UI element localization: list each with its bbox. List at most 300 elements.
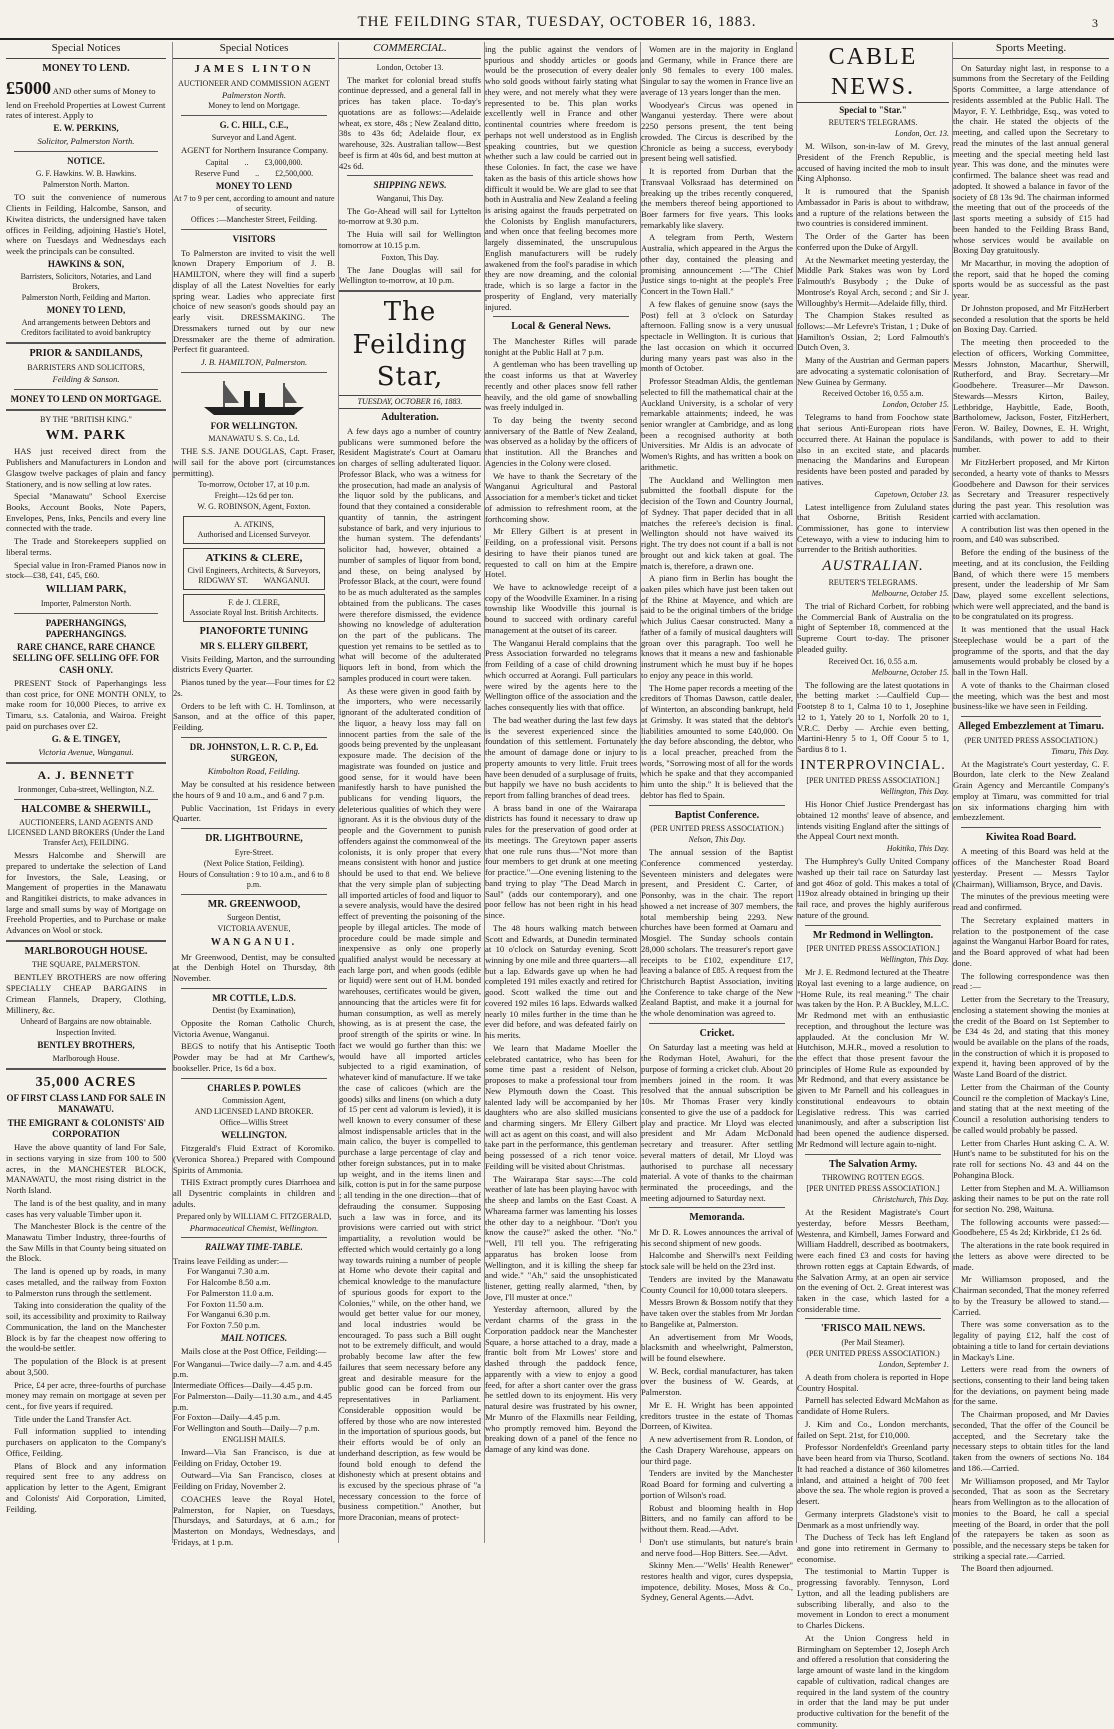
article-text: The Jane Douglas will sail for Wellington to-morrow, at 10 p.m.: [339, 264, 481, 286]
divider: [649, 1023, 785, 1024]
ad-text: Inward—Via San Francisco, is due at Feilding on Friday, October 19.: [173, 1446, 335, 1468]
ad-text: The land is opened up by roads, in many cases metalled, and the railway from Foxton to Palmerston runs through the settlement.: [6, 1266, 166, 1298]
ad-name: F. de J. CLERE,: [228, 598, 280, 607]
atkins-clere-ad: [183, 548, 325, 590]
ad-name: WILLIAM PARK,: [45, 584, 127, 596]
section-heading: ENGLISH MAILS.: [222, 1434, 286, 1444]
ad-name: MANAWATU S. S. Co., Ld.: [208, 434, 300, 444]
ad-text: Offices :—Manchester Street, Feilding.: [190, 215, 318, 225]
press-association: [PER UNITED PRESS ASSOCIATION.]: [806, 944, 940, 954]
ad-heading: 35,000 ACRES: [35, 1074, 137, 1090]
list-item: For Foxton 7.50 p.m.: [187, 1319, 261, 1330]
news-item: A death from cholera is reported in Hope Country Hospital.: [797, 1371, 949, 1393]
ad-text: Pianos tuned by the year—Four times for £2 2s.: [173, 677, 335, 698]
rail-list: [173, 1266, 335, 1330]
article-title: Adulteration.: [381, 411, 439, 423]
news-item: The Order of the Garter has been conferred upon the Duke of Argyll.: [797, 231, 949, 252]
news-item: We have to thank the Secretary of the Wanganui Agricultural and Pastoral Association for a member's ticket and ticket of admission to refreshment room, at the forthcoming show.: [485, 470, 637, 524]
ad-name: A. ATKINS,: [234, 520, 274, 530]
ad-text: WANGANUI.: [210, 937, 298, 949]
newspaper-flag: The Feilding Star,: [352, 297, 468, 393]
ad-name: DR. LIGHTBOURNE,: [205, 833, 303, 845]
divider: [6, 762, 166, 764]
ad-text: THIS Extract promptly cures Diarrhoea and all Dysentric complaints in children and adults.: [173, 1177, 335, 1209]
divider: [181, 737, 327, 738]
ad-text: Commission Agent,: [222, 1095, 286, 1105]
news-item: A telegram from Perth, Western Australia, which appeared in the Argus the other day, contained the pleasing and promising announcement :—"The Chief Justice sings to-night at the people's Free Concert in the Town Hall.": [641, 232, 793, 297]
masthead: [0, 0, 1114, 40]
ad-name: DR. JOHNSTON, L. R. C. P., Ed. SURGEON,: [189, 741, 319, 764]
local-news: [485, 336, 637, 1455]
ad-heading: OF FIRST CLASS LAND FOR SALE IN MANAWATU.: [6, 1093, 166, 1115]
article-text: Letter from the Chairman of the County Council re the completion of Mackay's Line, and stating that at the next meeting of the Council a resolution authorising tenders to be called would probably be passed.: [953, 1081, 1109, 1135]
article-text: At the Magistrate's Court yesterday, C. F. Bourdon, late clerk to the New Zealand Grain Agency and Mercantile Company's employ at Timaru, was committed for trial on six informations charging him with embezzlement.: [953, 758, 1109, 823]
article-text: Letters were read from the owners of sections, consenting to their land being taken for the deviations, on payment being made for the same.: [953, 1364, 1109, 1407]
column-1: [6, 42, 166, 1543]
press-association: (PER UNITED PRESS ASSOCIATION.): [964, 735, 1098, 745]
article-text: The market for colonial bread stuffs continue depressed, and a general fall in prices has taken place. To-day's quotations are as follows:—Adelaide wheat, ex store, 48s ; New Zealand ditto, 38s to 43s 6d; Adelaide flour, ex warehouse, 32s. Australian tallow—Best beef is firm at 40s 6d, and best mutton at 42s 6d.: [339, 74, 481, 171]
page-number: 3: [1092, 16, 1098, 30]
divider: [181, 115, 327, 116]
list-item: For Wanganui—Twice daily—7 a.m. and 4.45 p.m.: [173, 1358, 332, 1380]
divider: [181, 988, 327, 989]
ad-heading: VISITORS: [232, 234, 276, 245]
column-header: Special Notices: [173, 42, 335, 59]
ad-text: Barristers, Solicitors, Notaries, and Land Brokers,: [20, 272, 152, 292]
ad-text: Trains leave Feilding as under:—: [173, 1255, 288, 1266]
ad-name: E. W. PERKINS,: [53, 123, 119, 134]
ad-text: Palmerston North.: [222, 89, 286, 100]
ad-text: RIDGWAY ST. WANGANUI.: [198, 576, 310, 585]
dateline: Christchurch, This Day.: [872, 1195, 949, 1205]
section-heading: COMMERCIAL.: [339, 42, 481, 59]
news-item: We have to acknowledge receipt of a copy of the Woodville Examiner. In a rising township like Woodville this journal is bound to succeed with ordinary careful management at the outset of its career.: [485, 582, 637, 635]
ad-text: COACHES leave the Royal Hotel, Palmerston, for Napier, on Tuesdays, Thursdays, and Saturdays, at 6 a.m.; for Masterton on Mondays, Wednesdays, and Fridays, at 1 p.m.: [173, 1493, 335, 1547]
section-subheading: Special to "Star.": [839, 105, 907, 115]
news-item: The testimonial to Martin Tupper is progressing favorably. Tennyson, Lord Lytton, and all the leading publishers are subscribing liberally, and also to the movement in London to erect a monument to Charles Dickens.: [797, 1566, 949, 1631]
article-text: Letter from the Secretary to the Treasury, enclosing a statement showing the monies at the credit of the Board on 1st September to be £34 4s 2d, and stating that this money would be available on the plans of the roads, in the construction of which it is proposed to expend it, having been approved of by the Waste Land Board of the district.: [953, 994, 1109, 1080]
clere-ad: [183, 594, 325, 622]
ad-heading: MARLBOROUGH HOUSE.: [24, 945, 148, 957]
divider: [805, 1318, 941, 1319]
press-association: (PER UNITED PRESS ASSOCIATION.): [806, 1348, 940, 1358]
divider: [6, 409, 166, 411]
dateline: London, October 13.: [376, 62, 444, 72]
news-item: A brass band in one of the Wairarapa districts has found it necessary to draw up rules for the preservation of good order at its meetings. The Greytown paper asserts that one rule runs thus—"Not more than four members to get drunk at one meeting for practice."—One evening listening to the band trying to play "The Dead March in Saul" (adds our contemporary), and one poor fellow has not been right in his head since.: [485, 802, 637, 921]
article-text: At the Resident Magistrate's Court yesterday, before Messrs Beetham, Westenra, and Kimbell, James Forward and William Haddrell, described as bootmakers, were each fined £3 and costs for having thrown rotten eggs at Captain Edwards, of the Salvation Army, at an open air service on the evening of Oct. 2. Great interest was taken in the case, which lasted for a considerable time.: [797, 1207, 949, 1314]
divider: [6, 940, 166, 942]
article-title: Local & General News.: [511, 321, 611, 333]
divider: [805, 925, 941, 926]
news-item: Parnell has selected Edward McMahon as candidate of Home Rulers.: [797, 1395, 949, 1417]
ad-text: Pharmaceutical Chemist, Wellington.: [189, 1222, 319, 1233]
section-banner: CABLE NEWS.: [797, 42, 949, 103]
ad-text: THE SQUARE, PALMERSTON.: [31, 960, 140, 970]
article-text: The Chairman proposed, and Mr Davies seconded, That the offer of the Council be accepted, and the Secretary take the necessary steps to obtain titles for the land taken from the owners of sections No. 184 and 186.—Carried.: [953, 1409, 1109, 1473]
ad-heading: PRIOR & SANDILANDS,: [29, 348, 143, 360]
memo-item: Halcombe and Sherwill's next Feilding stock sale will be held on the 23rd inst.: [641, 1250, 793, 1272]
divider: [961, 716, 1101, 717]
news-item: Germany interprets Gladstone's visit to Denmark as a most unfriendly way.: [797, 1508, 949, 1530]
ad-text: Fitzgerald's Fluid Extract of Koromiko. (Veronica Shorea.) Prepared with Compound Spirits of Ammonia.: [173, 1143, 335, 1175]
list-item: For Palmerston 11.0 a.m.: [187, 1287, 274, 1298]
news-item: The Home paper records a meeting of the creditors of Thomas Dawson, cattle dealer, of Winterton, an absconding bankrupt, held at Grimsby. It was stated that the debtor's liabilities amounted to some £40,000. On the day before absconding, the debtor, who is a local preacher, preached from the words, "Sorrowing most of all for the words which he spake and that they accompanied him unto the ship." It is believed that the debtor has fled to Spain.: [641, 682, 793, 800]
divider: [805, 1154, 941, 1155]
ad-text: Visits Feilding, Marton, and the surrounding districts Every Quarter.: [173, 653, 335, 675]
memo-item: An advertisement from Mr Woods, blacksmith and wheelwright, Palmerston, will be found elsewhere.: [641, 1331, 793, 1364]
ad-text: Taking into consideration the quality of the soil, its accessibility and proximity to Railway Communication, the land on the Manchester Block is by far the cheapest now offering to the would-be settler.: [6, 1300, 166, 1354]
ad-text: Surgeon Dentist,: [227, 913, 281, 923]
ad-text: Eyre-Street.: [234, 847, 274, 857]
memo-item: Tenders are invited by the Manchester Road Board for forming and culverting a portion of Wilson's road.: [641, 1468, 793, 1500]
divider: [181, 894, 327, 895]
article-title: 'FRISCO MAIL NEWS.: [820, 1323, 926, 1335]
press-association: REUTER'S TELEGRAMS.: [828, 577, 918, 587]
ad-heading: RARE CHANCE, RARE CHANCE SELLING OFF. SELLING OFF. FOR CASH ONLY.: [12, 642, 160, 675]
ad-text: Inspection Invited.: [56, 1028, 116, 1038]
news-item: M. Wilson, son-in-law of M. Grevy, President of the French Republic, is accused of having incited the mob to insult King Alphonso.: [797, 141, 949, 184]
ad-text: Kimbolton Road, Feilding.: [207, 766, 301, 777]
dateline: Capetown, October 13.: [874, 489, 949, 499]
divider: [181, 828, 327, 829]
list-item: For Halcombe 8.50 a.m.: [187, 1277, 271, 1288]
news-item: The Wairarapa Star says:—The cold weather of late has been playing havoc with the sheep and lambs on the East Coast. A Whareama farmer was lamenting his losses the other day to a neighbour. "Don't you know the cause?" asked the other. "No." "Well, I'll tell you. The refrigerating apparatus has broken loose from Wellington, and it is killing the sheep far and wide." "Ah," said the unsophisticated listener, getting really alarmed, "then, by Jove, I'll muster at once.": [485, 1173, 637, 1302]
column-2: [172, 42, 335, 1547]
ad-heading: PAPERHANGINGS, PAPERHANGINGS.: [45, 617, 127, 639]
newspaper-title: THE FEILDING STAR, TUESDAY, OCTOBER 16, 1883.: [357, 14, 757, 30]
section-banner: INTERPROVINCIAL.: [800, 757, 946, 773]
memo-item: Mr E. H. Wright has been appointed creditors trustee in the estate of Thomas Dorreen, of Kiwitea.: [641, 1399, 793, 1432]
ad-text: The population of the Block is at present about 3,500.: [6, 1356, 166, 1377]
divider: [961, 827, 1101, 828]
memo-item: Messrs Brown & Bossom notify that they have taken over the stables from Mr Jordan to Bangelike at, Palmerston.: [641, 1297, 793, 1329]
ad-text: Victoria Avenue, Wanganui.: [38, 746, 134, 757]
article-text: The meeting then proceeded to the election of officers, Working Committee, Messrs Johnston, Macarthur, Sherwill, Rutherford, and Bray. Secretary—Mr Goodbehere. Treasurer—Mr Dawson. Stewards—Messrs Kirton, Bailey, Lethbridge, Haybittle, Eade, Booth, Bartholomew, Jackson, Foster, FitzHerbert, Feron. W. Bailey, Downes, E. H. Wright, Sandilands, with power to add to their number.: [953, 337, 1109, 455]
divider: [493, 316, 629, 317]
ad-text: AGENT for Northern Insurance Company.: [181, 145, 329, 156]
flag-date: TUESDAY, OCTOBER 16, 1883.: [339, 395, 481, 409]
ad-text: AUCTIONEER AND COMMISSION AGENT: [178, 78, 330, 88]
memoranda-list: [641, 1227, 793, 1603]
article-title: Alleged Embezzlement at Timaru.: [958, 721, 1104, 733]
ad-name: J. B. HAMILTON, Palmerston.: [200, 357, 308, 368]
dateline: Hokitika, This Day.: [886, 844, 949, 854]
ad-text: Orders to be left with C. H. Tomlinson, at Sanson, and at the office of this paper, Feilding.: [173, 700, 335, 733]
ad-text: BY THE "BRITISH KING.": [40, 414, 132, 424]
ad-places: Palmerston North. Marton.: [42, 180, 130, 190]
memo-item: A new advertisement from R. London, of the Cash Drapery Warehouse, appears on our third page.: [641, 1434, 793, 1466]
list-item: For Palmerston—Daily—11.30 a.m., and 4.45 p.m.: [173, 1390, 332, 1412]
ad-text: Capital .. £3,000,000.: [205, 158, 303, 168]
ad-name: ATKINS & CLERE,: [205, 552, 303, 565]
news-item: Latest intelligence from Zululand states that Osborne, British Resident Commissioner, has gone to interview Cetewayo, with a view to inducing him to surrender to the British authorities.: [797, 501, 949, 555]
column-7: [952, 42, 1109, 1574]
divider: [649, 805, 785, 806]
mail-list: [173, 1359, 335, 1434]
article-text: ing the public against the vendors of spurious and shoddy articles or goods would be the prosecution of every dealer who sold goods without fairly stating what they were, and not merely what they were represented to be. This plan works excellently well in France and other continental countries where freedom is perhaps not well understood as in English speaking countries, but we question whether such a law could be carried out in these Colonies. In fact, the case we have taken as the basis of this article shows how difficult it would be. We are glad to see that both in Australia and New Zealand a feeling is arising against the frauds perpetrated on the Colonists by English manufacturers, and when once that feeling becomes more largely disseminated, the unscrupulous English manufacturers will be rudely awakened from the fool's paradise in which they are now dreaming, and the colonial trade, which is so large a factor in the prosperity of England, very materially injured.: [485, 44, 638, 312]
ad-text: Hours of Consultation : 9 to 10 a.m., and 6 to 8 p.m.: [178, 869, 330, 889]
news-item: J. Kim and Co., London merchants, failed on Sept. 21st, for £10,000.: [797, 1418, 949, 1440]
ad-text: BENTLEY BROTHERS are now offering SPECIALLY CHEAP BARGAINS in Crimean Flannels, Drapery, Clothing, Millinery, &c.: [6, 972, 166, 1015]
dateline: Wanganui, This Day.: [376, 193, 444, 203]
dateline: Received October 16, 0.55 a.m.: [822, 389, 924, 399]
press-association: [PER UNITED PRESS ASSOCIATION.]: [806, 1184, 940, 1194]
news-item: Mr Ellery Gilbert is at present in Feilding, on a professional visit. Persons desiring to have their pianos tuned are requested to call on him at the Empire Hotel.: [485, 526, 637, 580]
memo-item: Tenders are invited by the Manawatu County Council for 10,000 totara sleepers.: [641, 1273, 793, 1295]
divider: [339, 290, 481, 292]
ad-text: The Trade and Storekeepers supplied on liberal terms.: [6, 536, 166, 557]
ad-text: BARRISTERS AND SOLICITORS,: [27, 362, 145, 372]
ad-role: Solicitor, Palmerston North.: [37, 136, 135, 147]
section-heading: SHIPPING NEWS.: [373, 180, 447, 191]
article-title: Kiwitea Road Board.: [985, 831, 1077, 843]
article-text: Women are in the majority in England and Germany, while in France there are only 98 females to every 100 males. Singular to say the women in France live an average of 13 years longer than the men.: [641, 44, 793, 97]
ad-text: Office—Willis Street: [219, 1117, 289, 1127]
ad-name: W. G. ROBINSON, Agent, Foxton.: [197, 502, 311, 512]
ad-text: VICTORIA AVENUE,: [217, 924, 291, 934]
ad-text: Full information supplied to intending purchasers on applicaton to the Company's Office, Feilding.: [6, 1426, 166, 1458]
ad-text: BEGS to notify that his Antiseptic Tooth Powder may be had at Mr Carthew's, bookseller. Price, 1s 6d a box.: [173, 1041, 335, 1073]
ad-text: AND other sums of Money to lend on Freehold Properties at Lowest Current rates of interest. Apply to: [6, 86, 166, 121]
dateline: Melbourne, October 15.: [871, 588, 949, 598]
ad-text: Opposite the Roman Catholic Church, Victoria Avenue, Wanganui.: [173, 1018, 335, 1039]
ad-name: JAMES LINTON: [194, 62, 314, 75]
ad-text: Marlborough House.: [52, 1053, 120, 1063]
ad-text: Price, £4 per acre, three-fourths of purchase money may remain on mortgage at seven per cent., for five years if required.: [6, 1379, 166, 1412]
article-title: Sports Meeting.: [953, 42, 1109, 59]
ad-name: HALCOMBE & SHERWILL,: [21, 803, 151, 815]
ad-text: Messrs Halcombe and Sherwill are prepared to undertake the selection of Land for Investors, the Sale, Leasing, or Mangement of properties in the Manawatu and Rangitikei districts, to make advances in large and small sums by way of Mortgage on Freehold Properties, and to Purchase or make Advances on Wool or stock.: [6, 850, 166, 936]
ad-text: Civil Engineers, Architects, & Surveyors,: [187, 566, 321, 575]
article-text: The following accounts were passed:—Goodbehere, £5 4s 2d; Kirkbride, £1 2s 6d.: [953, 1216, 1109, 1238]
memo-item: Don't use stimulants, but nature's brain and nerve food—Hop Bitters. See.—Advt.: [641, 1536, 793, 1558]
ad-text: TO suit the convenience of numerous Clients in Feilding, Halcombe, Sanson, and Kiwitea districts, the undersigned have taken offices in Feilding, adjoining Hastie's Hotel, where on Tuesdays and Wednesdays each week the principals can be consulted.: [6, 192, 166, 257]
ad-heading: NOTICE.: [67, 156, 105, 167]
ad-name: G. & E. TINGEY,: [51, 733, 121, 744]
news-item: It is reported from Durban that the Transvaal Volksraad has determined on breaking up the tribes recently conquered, the members thereof being apportioned to Boer farmers for five years. This looks remarkably like slavery.: [641, 166, 793, 230]
ad-text: The land is of the best quality, and in many cases has very valuable Timber upon it.: [6, 1197, 166, 1219]
dateline: Received Oct. 16, 0.55 a.m.: [828, 656, 918, 666]
article-text: Letter from Stephen and M. A. Williamson asking their names to be put on the rate roll for section No. 298, Waituna.: [953, 1182, 1109, 1214]
ad-text: Title under the Land Transfer Act.: [14, 1413, 132, 1424]
divider: [649, 1207, 785, 1208]
ad-text: Unheard of Bargains are now obtainable.: [20, 1017, 152, 1027]
article-text: Mr J. E. Redmond lectured at the Theatre Royal last evening to a large audience, on "Home Rule, its real meaning." The chair was taken by the Hon. P. A Buckley, M.L.C. Mr Redmond met with an enthusiastic reception, and throughout the lecture was applauded. At the conclusion Mr W. Hutchison, M.H.R., moved a resolution to the effect that those present favour the principles of Home Rule as expounded by Mr Redmond, and that every assistance be given to Mr Parnell and his colleagues in constitutional endeavours to obtain Legislative redress. This was carried unanimously, and after a subscription list had been opened the audience dispersed. Mr Redmond will lecture again to-night.: [797, 967, 949, 1149]
article-subtitle: (Per Mail Steamer).: [841, 1337, 905, 1347]
ad-amount: £5000: [6, 78, 51, 99]
article-title: Cricket.: [699, 1027, 735, 1039]
dateline: Foxton, This Day.: [381, 252, 439, 262]
ad-heading: MONEY TO LEND: [215, 181, 293, 192]
ad-name: MR. GREENWOOD,: [207, 898, 301, 910]
news-item: At the Newmarket meeting yesterday, the Middle Park Stakes was won by Lord Falmouth's Busybody ; the Duke of Montrose's Royal Arch, second ; and Sir J. Willoughby's Hermit—Adelaide filly, third.: [797, 254, 949, 308]
ad-name: Prepared only by WILLIAM C. FITZGERALD,: [176, 1211, 332, 1221]
memo-item: Skinny Men.—"Wells' Health Renewer" restores health and vigor, cures dyspepsia, impotence, debility. Moses, Moss & Co., Sydney, General Agents.—Advt.: [641, 1560, 793, 1603]
news-item: Woodyear's Circus was opened in Wanganui yesterday. There were about 2250 persons present, the tent being crowded. The Circus is described by the Chronicle as being a success, everybody present being well satisfied.: [641, 99, 793, 164]
news-item: The Auckland and Wellington men submitted the football dispute for the decision of the Town and Country Journal, of Sydney. That paper decided that in all matches the referee's decision is final. Wellington should not have waived its right. The try does not count if a ball is not brought out and kick taken at goal. The match is, therefore, a drawn one.: [641, 474, 793, 571]
article-subtitle: THROWING ROTTEN EGGS.: [822, 1173, 924, 1183]
memo-item: Mr D. R. Lowes announces the arrival of his second shipment of new goods.: [641, 1226, 793, 1248]
divider: [181, 1078, 327, 1079]
press-association: [PER UNITED PRESS ASSOCIATION.]: [806, 776, 940, 786]
news-item: A gentleman who has been travelling up the coast informs us that at Waverley recently and other places snow fell rather heavily, and the old game of snowballing was freely indulged in.: [485, 359, 637, 413]
ad-text: WELLINGTON.: [221, 1129, 287, 1140]
news-item: The trial of Richard Corbett, for robbing the Commercial Bank of Australia on the night of September 18, commenced at the Supreme Court to-day. The prisoner pleaded guilty.: [797, 600, 949, 654]
article-text: The Go-Ahead will sail for Lyttelton to-morrow at 9.30 p.m.: [339, 205, 481, 227]
memo-item: W. Beck, cordial manufacturer, has taken over the business of W. Geards, at Palmerston.: [641, 1365, 793, 1398]
article-text: A vote of thanks to the Chairman closed the meeting, which was the best and most business-like we have seen in Feilding.: [953, 679, 1109, 712]
dateline: London, September 1.: [878, 1359, 949, 1369]
article-title: Mr Redmond in Wellington.: [812, 929, 934, 941]
ad-heading: MONEY TO LEND ON MORTGAGE.: [10, 393, 162, 404]
column-4: [484, 42, 637, 1543]
dateline: Timaru, This Day.: [1051, 746, 1109, 756]
article-text: The Huia will sail for Wellington tomorrow at 10.15 p.m.: [339, 229, 481, 250]
section-heading: MAIL NOTICES.: [220, 1332, 288, 1343]
ad-text: Feilding & Sanson.: [52, 373, 120, 384]
ad-text: PRESENT Stock of Paperhangings less than cost price, for ONE MONTH ONLY, to make room for 10,000 Pieces, to arrive ex Timaru, s.s. Catalonia, and Wairoa. Freight paid on purchases over £2.: [6, 677, 166, 731]
column-6: [796, 42, 949, 1729]
article-text: On Saturday night last, in response to a summons from the Secretary of the Feilding Sports Committee, a large attendance of residents assembled at the Public Hall. The Mayor, F. Y. Lethbridge, Esq., was voted to the chair. He stated the objects of the meeting, and called upon the Secretary to read the minutes of the last annual general meeting and the special meeting held last year. This was done, and the minutes were confirmed. The balance sheet was read and adopted. It showed a balance in favor of the society of £8 13s 9d. The chairman informed the meeting that out of the proceeds of the last sports meeting a subsidy of £15 had been handed to the Feilding Brass Band, whose services would be available on Boxing Day gratuitously.: [953, 62, 1109, 256]
news-item: A few flakes of genuine snow (says the Post) fell at 3 o'clock on Saturday afternoon. Falling snow is a very unusual spectacle in Wellington. It is curious that the last occasion on which it occurred during many years past was also in the month of October.: [641, 298, 793, 374]
dateline: Wellington, This Day.: [879, 955, 949, 965]
column-header: Special Notices: [6, 42, 166, 59]
ad-text: May be consulted at his residence between the hours of 9 and 10 a.m., and 6 and 7 p.m.: [173, 779, 335, 800]
list-item: For Foxton—Daily—4.45 p.m.: [173, 1412, 281, 1423]
article-text: The annual session of the Baptist Conference commenced yesterday. Seventeen ministers and delegates were present, and President C. Carter, of Ponsonby, was in the chair. The report showed a net increase of 307 members, the total membership being 2293. New churches have been formed at Oamaru and Mosgiel. The Sunday schools contain 28,000 scholars. The treasurer's report gave receipts to be £102, expenditure £17, leaving a balance of £85. A request from the Christchurch Baptist Association, inviting the Conference to take charge of the New Zealand Baptist, and make it a journal for the whole denomination was agreed to.: [641, 847, 794, 1019]
column-3: [338, 42, 481, 1543]
article-text: Mr Macarthur, in moving the adoption of the report, said that he hoped the coming sports would be as successful as the past year.: [953, 257, 1109, 301]
ad-names: G. F. Hawkins. W. B. Hawkins.: [35, 169, 137, 179]
news-item: A piano firm in Berlin has bought the oaken piles which have just been taken out of the Rhine at Mayence, and which are said to be the original timbers of the bridge which Julius Caesar constructed. Many a father of a family of musical daughters will groan over this paragraph. Too well he knows that it means a new and fashionable instrument which he must buy if he hopes to enjoy any peace in this world.: [641, 573, 793, 680]
ad-text: Authorised and Licensed Surveyor.: [197, 530, 311, 540]
article-text: As these were given in good faith by the importers, who were necessarily ignorant of the adulterated condition of the liquor, a heavy loss may fall on innocent parties from the sale of the goods being prevented by the unpleasant exposure made. The decision of the magistrate was founded on justice and good sense, for it would have been manifestly harsh to have punished the publicans for vending liquors, the deleterious qualities of which they were ignorant. As it is the obvious duty of the people and the Government to punish offenders against the commonweal of the colonists, it is only proper that every means consistent with honor and justice should be used to that end. We believe that the very simple plan of subjecting all imported articles of food and liquor to a severe analysis, would have the desired effect of preventing the poisoning of the people by illegal articles. The mode of procedure could be made simple and inexpensive as only one properly qualified analyst would be necessary at each large port, and when goods (edible or liquid) were sent out of H.M. bonded warehouses, certificates would be given, announcing that the articles were fit for human consumption, as well as merely showing, as is at present the case, the proof strength of the spirits or wine. In fact we would go further than this: we would have all imported articles subjected to a rigid examination, of whatever kind of manufacture. If we take the case of calicoes (which are the goods) silks and linens (on which a duty of 15 per cent ad valorum is levied), it is well known to every consumer of these almost indispensable articles that in the main calico, the buyer is compelled to purchase a large percentage of clay and other foreign substances, put in to make up weight, and in the items linen and silk, cotton is put in for the same purpose ; all tending in the one direction—that of defrauding the consumer. Supposing such a law was in force, and its provisions were carried out with strict impartiality, a revolution would be effected which would certainly go a long way towards ruining a number of people at Home who devote their capital and chemical knowledge to the manufacture of spurious goods for export to the Colonies," while, on the other hand, we would get better value for our money, and local industries would be encouraged. To pass such a Bill ought not to be extremely difficult, and would probably become law after the few failures that seem necessary before any great and desirable measure for the public good can be forced from our representatives in Parliament. Considerable opposition would be offered by those who are now interested in the importation of spurious goods, but their efforts would be of only an underhand description, as few would be found bold enough to defend the dishonesty which at present obtains and is excused by the specious phrase of "a necessary concession to the force of business competition." Another, but more Draconian, means of protect-: [339, 685, 482, 1523]
news-item: Many of the Austrian and German papers are advocating a systematic colonisation of New Guinea by Germany.: [797, 355, 949, 387]
list-item: For Foxton 11.50 a.m.: [187, 1298, 264, 1309]
news-item: Professor Steadman Aldis, the gentleman selected to fill the mathematical chair at the Auckland University, is a scholar of very remarkable attainments; indeed, he was senior wrangler at Cambridge, and as long been a recognised authority at both Universities. Mr Aldis is an advocate of Women's Rights, and has written a book on arithmetic.: [641, 376, 793, 472]
ad-text: Mr Greenwood, Dentist, may be consulted at the Denbigh Hotel on Thursday, 8th November.: [173, 951, 335, 984]
ad-text: Freight—12s 6d per ton.: [214, 491, 294, 501]
ad-text: The Manchester Block is the centre of the Manawatu Timber Industry, three-fourths of the Saw Mills in that County being situated on the Block.: [6, 1221, 166, 1264]
ad-text: Associate Royal Inst. British Architects.: [189, 608, 319, 617]
news-item: Telegrams to hand from Foochow state that serious Anti-European riots have occurred there. At Hainan the populace is also in an excited state, and placards menacing the Mandarins and European residents have been posted and paraded by natives.: [797, 412, 949, 487]
article-text: Letter from Charles Hunt asking C. A. W. Hunt's name to be substituted for his on the rate roll for sections No. 43 and 44 on the Pohangina Block.: [953, 1137, 1109, 1180]
ad-text: AND LICENSED LAND BROKER.: [194, 1106, 314, 1116]
article-text: A meeting of this Board was held at the offices of the Manchester Road Board yesterday. Present — Messrs Taylor (Chairman), Williamson, Bryce, and Davis.: [953, 846, 1109, 889]
ad-text: Have the above quantity of land For Sale, in sections varying in size from 100 to 500 acres, in the MANCHESTER BLOCK, MANAWATU, the most rising district in the North Island.: [6, 1142, 166, 1196]
ad-text: Special value in Iron-Framed Pianos now in stock—£38, £41, £45, £60.: [6, 559, 166, 581]
press-association: REUTER'S TELEGRAMS.: [828, 118, 918, 128]
article-text: The alterations in the rate book required in the letters as above were directed to be made.: [953, 1240, 1109, 1272]
ad-name: HAWKINS & SON,: [47, 258, 125, 269]
article-title: Memoranda.: [689, 1212, 745, 1224]
article-text: The Board then adjourned.: [961, 1563, 1054, 1574]
news-item: Professor Nordenfeldt's Greenland party have been heard from via Thurso, Scotland. It had reached a distance of 360 kilometres inland, and attained a height of 700 feet above the sea. The whole region is proved a desert.: [797, 1442, 949, 1507]
ad-text: Mails close at the Post Office, Feilding:—: [181, 1345, 327, 1356]
news-item: The 48 hours walking match between Scott and Edwards, at Dunedin terminated at 10 o'clock on Saturday evening. Scott winning by one mile and three quarters—all but a lap. Edwards gave up when he had completed 191 miles exactly and retired for good. Scott walked the time out and covered 192 miles 16 laps. Edwards walked nearly 10 miles further in the time than he ever did before, and was defeated fairly on his merits.: [485, 922, 637, 1041]
ad-text: HAS just received direct from the Publishers and Manufacturers in London and Glasgow twelve packages of plain and fancy Stationery, and is now selling at low rates.: [6, 446, 166, 489]
ad-heading: MONEY TO LEND.: [42, 62, 130, 74]
ad-text: Special "Manawatu" School Exercise Books, Account Books, Note Papers, Envelopes, Pens, Inks, Pencils and every line connected with the trade.: [6, 491, 166, 534]
article-title: The Salvation Army.: [828, 1158, 918, 1170]
ad-text: To-morrow, October 17, at 10 p.m.: [198, 480, 310, 490]
news-item: The Humphrey's Gully United Company washed up their tail race on Saturday last and got 46oz of gold. This makes a total of 119oz already obtained in bringing up their tail race, and proves the highly auriferous nature of the ground.: [797, 856, 949, 920]
article-text: It was mentioned that the usual Hack Steeplechase would be a part of the programme of the sports, and that the day amusements would probably be closed by a ball in the Town Hall.: [953, 624, 1109, 678]
article-text: Before the ending of the business of the meeting, and at its conclusion, the Feilding Band, of which there were 15 members present, under the leadership of Mr Sam Daw, played some excellent selections, which were well appreciated, and the band is to be congratulated on its progress.: [953, 547, 1109, 622]
ad-name: BENTLEY BROTHERS,: [37, 1040, 135, 1051]
ad-name: G. C. HILL, C.E.,: [219, 120, 289, 131]
news-item: The following are the latest quotations in the betting market :—Caulfield Cup—Footstep 8 to 1, Calma 10 to 1, Josephine 12 to 1, Yately 20 to 1, Norfolk 20 to 1, V.R.C. Derby — Archie even betting, Martini-Henry 5 to 1, Off Coour 5 to 1, Sardius 8 to 1.: [797, 679, 949, 755]
list-item: For Wellington and South—Daily—7 p.m.: [173, 1423, 320, 1434]
ad-name: CHARLES P. POWLES: [207, 1082, 301, 1093]
ad-heading: FOR WELLINGTON.: [210, 420, 298, 431]
news-item: It is rumoured that the Spanish Ambassador in Paris is about to withdraw, and a rupture of the relations between the two countries is considered imminent.: [797, 186, 949, 229]
news-item: To day being the twenty second anniversary of the Battle of New Zealand, was observed as a holiday by the officers of that institution. All the Branches and Agencies in the Colony were closed.: [485, 415, 637, 468]
divider: [347, 175, 473, 176]
article-title: Baptist Conference.: [674, 809, 760, 821]
article-text: On Saturday last a meeting was held at the Rodyman Hotel, Awahuri, for the purpose of forming a cricket club. About 20 members joined in the room. It was resolved that the annual subscription be 10s. Mr Thomas Fraser very kindly consented to give the use of a paddock for play and practice. Mr Lloyd was elected president and Mr Adam McDonald secretary and treasurer. After settling several matters of detail, Mr Lloyd was authorised to purchase all necessary material. A vote of thanks to the chairman terminated the proceedings, and the meeting adjourned to Saturday next.: [641, 1042, 793, 1203]
ad-text: Importer, Palmerston North.: [40, 598, 132, 608]
memo-item: Robust and blooming health in Hop Bitters, and no family can afford to be without them. Read.—Advt.: [641, 1502, 793, 1535]
ad-name: A. J. BENNETT: [37, 767, 135, 782]
steamship-icon: [199, 377, 309, 417]
article-text: Mr FitzHerbert proposed, and Mr Kirton seconded, a hearty vote of thanks to Messrs Goodbehere and Dawson for their services as Secretary and Treasurer respectively during the past year. This resolution was carried with acclamation.: [953, 457, 1109, 521]
divider: [14, 613, 158, 614]
divider: [14, 389, 158, 390]
atkins-ad: [183, 516, 325, 544]
news-item: The bad weather during the last few days is the severest experienced since the foundation of this settlement. Fortunately the amount of damage done or injury to property amounts to very little. Fruit trees have been denuded of a surplusage of fruits, but happily we have no bush accidents to report from falling branches of dead trees.: [485, 714, 637, 800]
ad-text: Plans of Block and any information required sent free to any address on application by letter to the Agent, Emigrant and Colonists' Aid Corporation, Limited, Feilding.: [6, 1460, 166, 1514]
ad-name: MR COTTLE, L.D.S.: [212, 992, 296, 1003]
divider: [6, 342, 166, 344]
ad-text: Palmerston North, Feilding and Marton.: [21, 293, 151, 303]
ad-text: At 7 to 9 per cent, according to amount and nature of security.: [173, 194, 335, 214]
ad-text: Dentist (by Examination),: [212, 1006, 296, 1016]
article-text: There was some conversation as to the legality of paying £12, half the cost of obtaining a title to land for certain deviations in Mackay's Line.: [953, 1319, 1109, 1362]
news-item: The Champion Stakes resulted as follows:—Mr Lefevre's Tristan, 1 ; Duke of Hamilton's Ossian, 2; Lord Falmouth's Dutch Oven, 3.: [797, 310, 949, 353]
news-item: At the Union Congress held in Birmingham on September 12, Joseph Arch and offered a resolution that considering the large amount of waste land in the kingdom capable of cultivation, radical changes are required in the land system of the country in order that the land may be put under productive cultivation for the benefit of the community.: [797, 1632, 949, 1729]
article-text: Mr Williamson proposed, and Mr Taylor seconded, That as soon as the Secretary hears from Wellington as to the allocation of monies to the Board, he call a special meeting of the Board, in order that the poll of the ratepayers be taken as soon as possible, and the necessary steps be taken for striking a special rate.—Carried.: [953, 1475, 1109, 1561]
ad-name: WM. PARK: [45, 427, 127, 443]
ad-text: (Next Police Station, Feilding).: [203, 858, 305, 868]
ad-text: Reserve Fund .. £2,500,000.: [194, 169, 314, 179]
ad-heading: MONEY TO LEND,: [46, 305, 126, 316]
news-item: The Manchester Rifles will parade tonight at the Public Hall at 7 p.m.: [485, 335, 637, 357]
ad-text: THE S.S. JANE DOUGLAS, Capt. Fraser, will sail for the above port (circumstances permitting).: [173, 446, 335, 478]
ad-text: Ironmonger, Cuba-street, Wellington, N.Z.: [17, 784, 155, 794]
divider: [181, 1237, 327, 1238]
ad-text: And arrangements between Debtors and Creditors facilitated to avoid bankruptcy: [21, 318, 151, 338]
section-banner: AUSTRALIAN.: [822, 558, 924, 575]
list-item: Intermediate Offices—Daily—4.45 p.m.: [173, 1380, 313, 1391]
ad-text: AUCTIONEERS, LAND AGENTS AND LICENSED LAND BROKERS (Under the Land Transfer Act), FEILDING.: [7, 818, 165, 848]
ad-text: Public Vaccination, 1st Fridays in every Quarter.: [173, 802, 335, 824]
divider: [14, 799, 158, 800]
article-text: Dr Johnston proposed, and Mr FitzHerbert seconded a resolution that the sports be held on Boxing Day. Carried.: [953, 302, 1109, 335]
dateline: Melbourne, October 15.: [871, 667, 949, 677]
column-5: [640, 42, 794, 1603]
news-item: The Duchess of Teck has left England and gone into retirement in Germany to economise.: [797, 1532, 949, 1564]
news-item: We learn that Madame Moeller the celebrated cantatrice, who has been for some time past a resident of Nelson, proposes to make a professional tour from New Plymouth down the Coast. This talented lady will be accompanied by her daughters who are also skilled musicians and charming singers. Mr Ellery Gilbert will act as agent on this coast, and will also take part in the performance, this gentleman being possessed of a rich tenor voice. Feilding will be visited about Christmas.: [485, 1042, 637, 1171]
dateline: London, October 15.: [882, 400, 949, 410]
ad-name: MR S. ELLERY GILBERT,: [200, 640, 308, 651]
ad-text: Surveyor and Land Agent.: [211, 133, 297, 143]
article-text: Mr Williamson proposed, and the Chairman seconded, That the money referred to by the Treasury be allowed to stand.—Carried.: [953, 1274, 1109, 1317]
divider: [181, 372, 327, 373]
ad-text: Money to lend on Mortgage.: [208, 101, 300, 111]
ad-text: To Palmerston are invited to visit the well known Drapery Emporium of J. B. HAMILTON, where they will find a superb display of all the Latest Novelties for early spring wear. Ladies who appreciate first choice of new season's goods should pay an early visit. DRESSMAKING. The Dressmakers turned out by our new Dressmaker are the theme of admiration. Perfect fit guaranteed.: [173, 247, 335, 355]
dateline: Nelson, This Day.: [688, 835, 746, 845]
